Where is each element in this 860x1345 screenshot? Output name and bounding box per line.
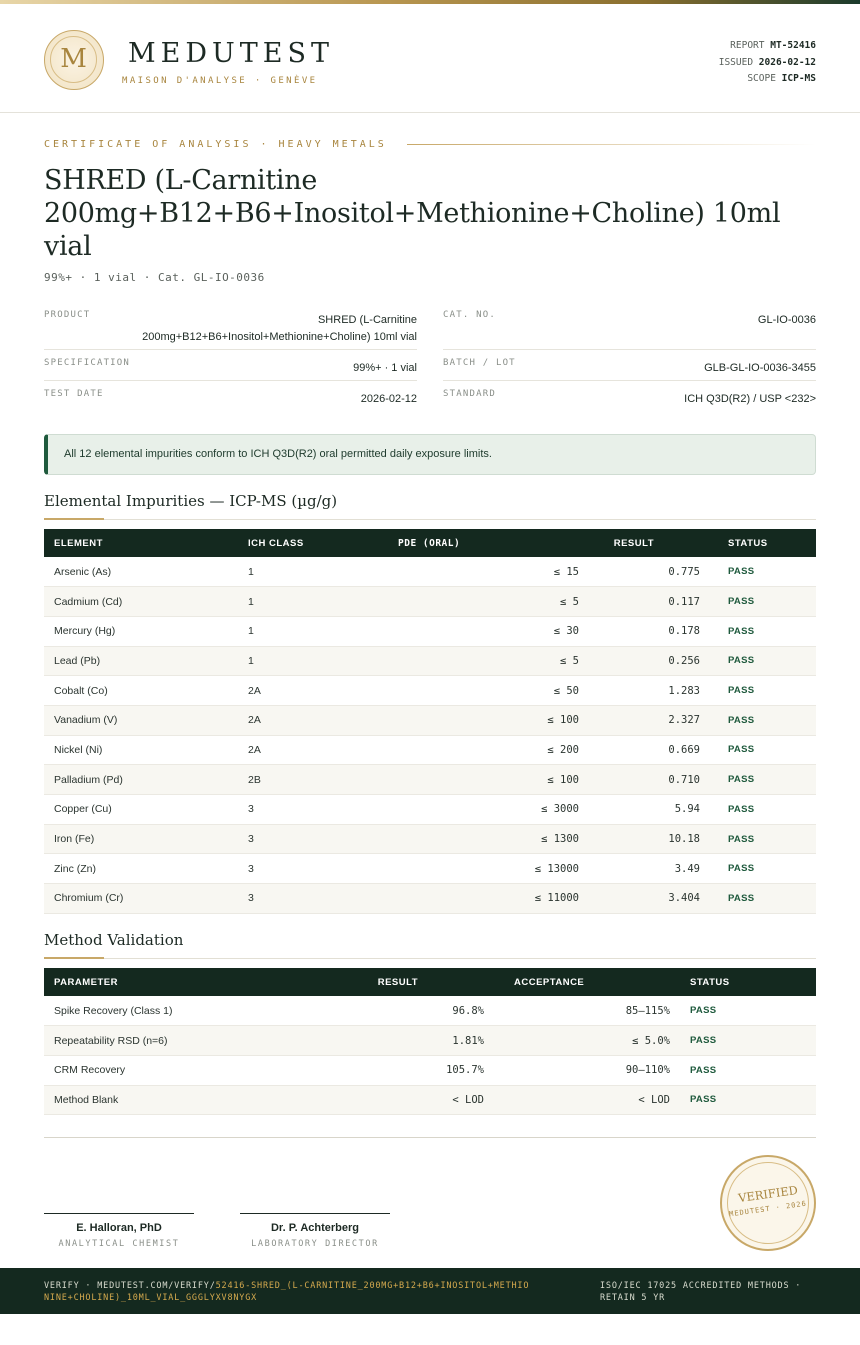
table-row	[44, 854, 816, 884]
eyebrow-divider	[407, 144, 816, 145]
status-badge: PASS	[710, 854, 816, 884]
pde-limit: ≤ 13000	[358, 854, 589, 884]
issued-label: ISSUED	[718, 56, 754, 68]
field-batch	[443, 358, 816, 381]
signatory-name: E. Halloran, PhD	[76, 1222, 162, 1234]
pde-limit: ≤ 30	[358, 616, 589, 646]
document-eyebrow: CERTIFICATE OF ANALYSIS · HEAVY METALS	[44, 139, 387, 150]
parameter-result: 96.8%	[344, 996, 494, 1026]
result-value: 1.283	[589, 676, 710, 706]
ich-class: 2A	[238, 705, 358, 735]
conformity-notice	[44, 434, 816, 475]
status-badge: PASS	[680, 1026, 816, 1056]
spec-label: SPECIFICATION	[44, 358, 131, 368]
ich-class: 1	[238, 587, 358, 617]
result-value: 3.404	[589, 884, 710, 914]
ich-class: 3	[238, 795, 358, 825]
acceptance-range: 85–115%	[494, 996, 680, 1026]
table-row	[44, 587, 816, 617]
status-badge: PASS	[710, 884, 816, 914]
signatory-role: ANALYTICAL CHEMIST	[58, 1239, 180, 1249]
page-footer	[0, 1268, 860, 1314]
impurities-table	[44, 529, 816, 914]
table-row	[44, 616, 816, 646]
acceptance-range: < LOD	[494, 1085, 680, 1115]
col-element: ELEMENT	[54, 537, 103, 549]
element-name: Cobalt (Co)	[44, 676, 238, 706]
col-parameter: PARAMETER	[54, 976, 118, 988]
table-row	[44, 676, 816, 706]
element-name: Mercury (Hg)	[44, 616, 238, 646]
validation-header-row	[44, 968, 816, 996]
validation-table	[44, 968, 816, 1115]
verified-seal	[720, 1155, 816, 1251]
element-name: Zinc (Zn)	[44, 854, 238, 884]
ich-class: 2A	[238, 676, 358, 706]
parameter-result: 105.7%	[344, 1055, 494, 1085]
result-value: 0.669	[589, 735, 710, 765]
table-row	[44, 884, 816, 914]
status-badge: PASS	[710, 587, 816, 617]
table-row	[44, 735, 816, 765]
table-row	[44, 996, 816, 1026]
status-badge: PASS	[710, 616, 816, 646]
catno-value: GL-IO-0036	[757, 314, 816, 326]
pde-limit: ≤ 100	[358, 765, 589, 795]
result-value: 0.710	[589, 765, 710, 795]
pde-limit: ≤ 50	[358, 676, 589, 706]
status-badge: PASS	[710, 676, 816, 706]
report-number: MT-52416	[770, 40, 816, 51]
ich-class: 1	[238, 646, 358, 676]
element-name: Palladium (Pd)	[44, 765, 238, 795]
impurities-heading-rule	[44, 519, 816, 520]
pde-limit: ≤ 5	[358, 646, 589, 676]
ich-class: 1	[238, 557, 358, 587]
pde-limit: ≤ 5	[358, 587, 589, 617]
table-row	[44, 765, 816, 795]
element-name: Arsenic (As)	[44, 557, 238, 587]
table-row	[44, 795, 816, 825]
status-badge: PASS	[710, 795, 816, 825]
table-row	[44, 1055, 816, 1085]
report-meta	[719, 38, 816, 88]
field-test-date	[44, 389, 417, 412]
ich-class: 3	[238, 884, 358, 914]
col-val-status: STATUS	[690, 976, 730, 988]
field-product	[44, 310, 417, 350]
batch-value: GLB-GL-IO-0036-3455	[704, 362, 816, 374]
col-acceptance: ACCEPTANCE	[514, 976, 585, 988]
testdate-value: 2026-02-12	[360, 393, 417, 405]
verify-prefix: VERIFY · MEDUTEST.COM/VERIFY/	[44, 1281, 216, 1291]
pde-limit: ≤ 1300	[358, 824, 589, 854]
result-value: 10.18	[589, 824, 710, 854]
table-row	[44, 824, 816, 854]
product-value-line1: SHRED (L-Carnitine	[317, 314, 417, 326]
col-result: RESULT	[613, 537, 654, 549]
table-row	[44, 705, 816, 735]
status-badge: PASS	[710, 646, 816, 676]
accreditation-note: ISO/IEC 17025 ACCREDITED METHODS · RETAIN 5 YR	[600, 1281, 802, 1303]
conformity-notice-text: All 12 elemental impurities conform to ICH Q3D(R2) oral permitted daily exposure limits.	[64, 448, 492, 460]
ich-class: 2B	[238, 765, 358, 795]
spec-value: 99%+ · 1 vial	[353, 362, 417, 374]
product-subline: 99%+ · 1 vial · Cat. GL-IO-0036	[44, 271, 265, 284]
table-row	[44, 557, 816, 587]
result-value: 0.775	[589, 557, 710, 587]
status-badge: PASS	[710, 705, 816, 735]
status-badge: PASS	[710, 824, 816, 854]
col-status: STATUS	[728, 537, 768, 549]
parameter-name: Spike Recovery (Class 1)	[44, 996, 344, 1026]
signature-divider	[44, 1137, 816, 1138]
table-row	[44, 1085, 816, 1115]
pde-limit: ≤ 3000	[358, 795, 589, 825]
result-value: 0.178	[589, 616, 710, 646]
result-value: 3.49	[589, 854, 710, 884]
product-label: PRODUCT	[44, 310, 91, 320]
field-standard	[443, 389, 816, 412]
status-badge: PASS	[680, 1055, 816, 1085]
pde-limit: ≤ 15	[358, 557, 589, 587]
validation-heading-accent	[44, 957, 104, 959]
impurities-header-row	[44, 529, 816, 557]
col-ich-class: ICH CLASS	[248, 537, 304, 549]
element-name: Chromium (Cr)	[44, 884, 238, 914]
product-value	[142, 312, 417, 346]
field-specification	[44, 358, 417, 381]
parameter-result: < LOD	[344, 1085, 494, 1115]
parameter-result: 1.81%	[344, 1026, 494, 1056]
issued-date: 2026-02-12	[758, 56, 816, 68]
element-name: Copper (Cu)	[44, 795, 238, 825]
verify-line	[44, 1280, 534, 1304]
testdate-label: TEST DATE	[44, 389, 104, 399]
product-value-line2: 200mg+B12+B6+Inositol+Methionine+Choline) 10ml vial	[142, 331, 417, 343]
pde-limit: ≤ 200	[358, 735, 589, 765]
element-name: Iron (Fe)	[44, 824, 238, 854]
report-label: REPORT	[730, 40, 765, 51]
seal-subtext: MEDUTEST · 2026	[728, 1199, 808, 1219]
element-name: Lead (Pb)	[44, 646, 238, 676]
status-badge: PASS	[710, 735, 816, 765]
status-badge: PASS	[680, 1085, 816, 1115]
signatory-role: LABORATORY DIRECTOR	[251, 1239, 379, 1249]
status-badge: PASS	[710, 557, 816, 587]
element-name: Nickel (Ni)	[44, 735, 238, 765]
status-badge: PASS	[710, 765, 816, 795]
table-row	[44, 646, 816, 676]
parameter-name: Method Blank	[44, 1085, 344, 1115]
report-header	[0, 4, 860, 113]
status-badge: PASS	[680, 996, 816, 1026]
standard-label: STANDARD	[443, 389, 496, 399]
ich-class: 2A	[238, 735, 358, 765]
scope-label: SCOPE	[747, 73, 776, 84]
verify-link[interactable]: 52416-SHRED_(L-CARNITINE_200MG+B12+B6+INOSITOL+METHIONINE+CHOLINE)_10ML_VIAL_GGGLYXV8NYGX	[44, 1281, 530, 1303]
signature-director	[240, 1213, 390, 1249]
brand-name: MEDUTEST	[128, 38, 334, 69]
standard-value: ICH Q3D(R2) / USP <232>	[684, 393, 816, 405]
parameter-name: CRM Recovery	[44, 1055, 344, 1085]
ich-class: 3	[238, 824, 358, 854]
signature-chemist	[44, 1213, 194, 1249]
table-row	[44, 1026, 816, 1056]
catno-label: CAT. NO.	[443, 310, 496, 320]
result-value: 5.94	[589, 795, 710, 825]
logo-letter: M	[60, 44, 87, 74]
scope-value: ICP-MS	[781, 73, 816, 84]
impurities-heading: Elemental Impurities — ICP-MS (µg/g)	[44, 492, 338, 510]
ich-class: 3	[238, 854, 358, 884]
validation-heading: Method Validation	[44, 931, 184, 949]
pde-limit: ≤ 100	[358, 705, 589, 735]
validation-heading-rule	[44, 958, 816, 959]
col-val-result: RESULT	[377, 976, 418, 988]
product-title: SHRED (L-Carnitine 200mg+B12+B6+Inositol+Methionine+Choline) 10ml vial	[44, 165, 781, 262]
element-name: Vanadium (V)	[44, 705, 238, 735]
pde-limit: ≤ 11000	[358, 884, 589, 914]
col-pde: PDE (ORAL)	[398, 537, 461, 549]
acceptance-range: ≤ 5.0%	[494, 1026, 680, 1056]
impurities-heading-accent	[44, 518, 104, 520]
element-name: Cadmium (Cd)	[44, 587, 238, 617]
result-value: 0.117	[589, 587, 710, 617]
brand-logo	[44, 30, 104, 90]
result-value: 0.256	[589, 646, 710, 676]
parameter-name: Repeatability RSD (n=6)	[44, 1026, 344, 1056]
signatory-name: Dr. P. Achterberg	[270, 1222, 360, 1234]
acceptance-range: 90–110%	[494, 1055, 680, 1085]
seal-word: VERIFIED	[737, 1182, 799, 1206]
brand-tagline: MAISON D'ANALYSE · GENÈVE	[122, 76, 318, 86]
result-value: 2.327	[589, 705, 710, 735]
batch-label: BATCH / LOT	[443, 358, 516, 368]
ich-class: 1	[238, 616, 358, 646]
field-cat-no	[443, 310, 816, 350]
